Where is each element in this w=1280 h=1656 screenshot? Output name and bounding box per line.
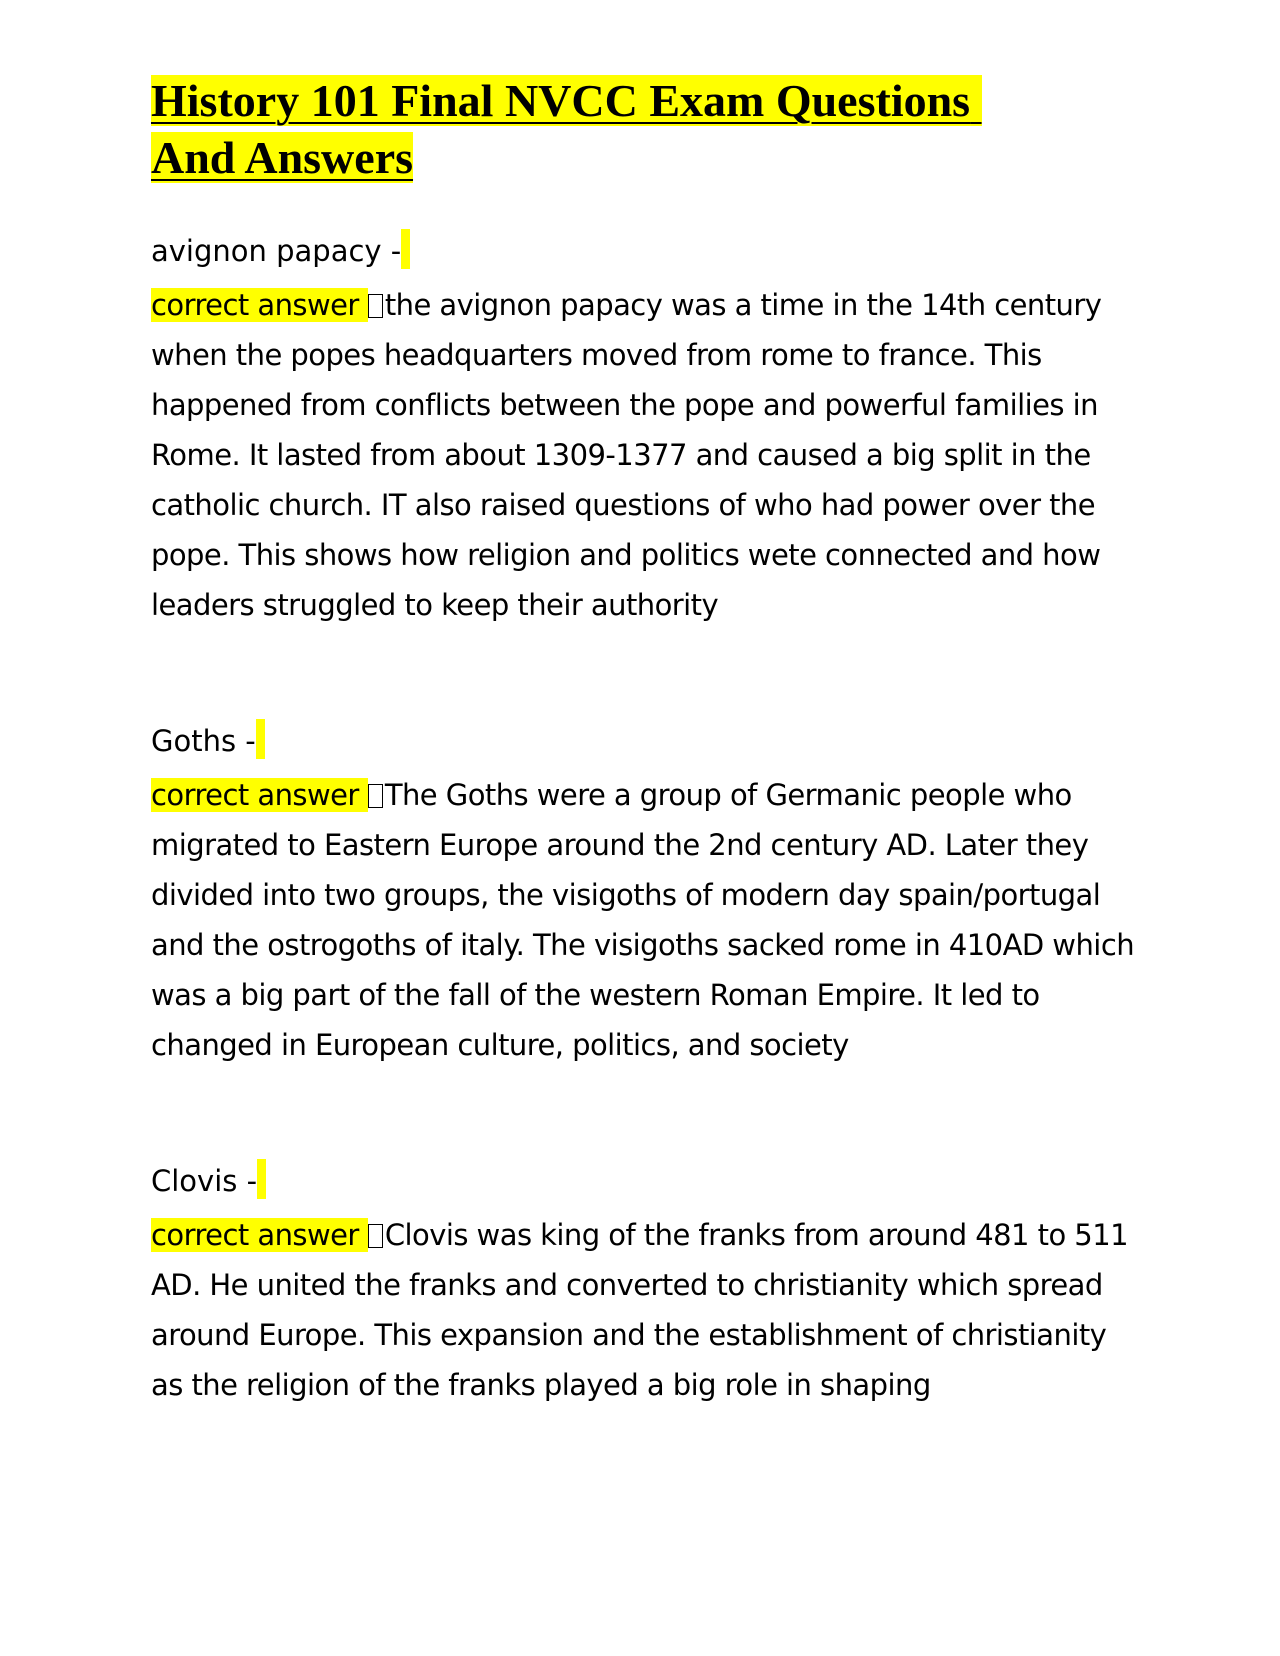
highlight-marker [257,1159,266,1199]
qa-entry-avignon-papacy [151,226,1141,630]
question-term [151,226,1141,276]
question-term [151,716,1141,766]
qa-entry-clovis [151,1156,1141,1410]
answer-text: the avignon papacy was a time in the 14th century when the popes headquarters moved from rome to france. This happened from conflicts between the pope and powerful families in Rome. It lasted from about 1309-1377 and caused a big split in the catholic church. IT also raised questions of who had power over the pope. This shows how religion and politics wete connected and how leaders struggled to keep their authority [151,288,1102,622]
page-title [151,72,1141,186]
missing-glyph-icon [368,1224,383,1248]
highlight-marker [256,719,265,759]
answer-text: The Goths were a group of Germanic people who migrated to Eastern Europe around the 2nd century AD. Later they divided into two groups, the visigoths of modern day spain/portugal and the ostrogoths of italy. The visigoths sacked rome in 410AD which was a big part of the fall of the western Roman Empire. It led to changed in European culture, politics, and society [151,778,1135,1062]
qa-entry-goths [151,716,1141,1070]
page-title-line-1: History 101 Final NVCC Exam Questions [151,75,971,126]
answer-paragraph [151,1210,1141,1410]
highlight-marker [401,229,410,269]
document-content [151,72,1141,1410]
answer-paragraph [151,280,1141,630]
correct-answer-label: correct answer [151,778,368,812]
question-term-text: avignon papacy - [151,234,402,268]
answer-text: Clovis was king of the franks from around 481 to 511 AD. He united the franks and converted to christianity which spread around Europe. This expansion and the establishment of christianity as the religion of the franks played a big role in shaping [151,1218,1129,1402]
missing-glyph-icon [368,784,383,808]
question-term-text: Goths - [151,724,256,758]
correct-answer-label: correct answer [151,288,368,322]
title-trailing-space [970,75,982,126]
question-term [151,1156,1141,1206]
answer-paragraph [151,770,1141,1070]
question-term-text: Clovis - [151,1164,258,1198]
missing-glyph-icon [368,294,383,318]
correct-answer-label: correct answer [151,1218,368,1252]
page-title-line-2: And Answers [151,132,414,183]
